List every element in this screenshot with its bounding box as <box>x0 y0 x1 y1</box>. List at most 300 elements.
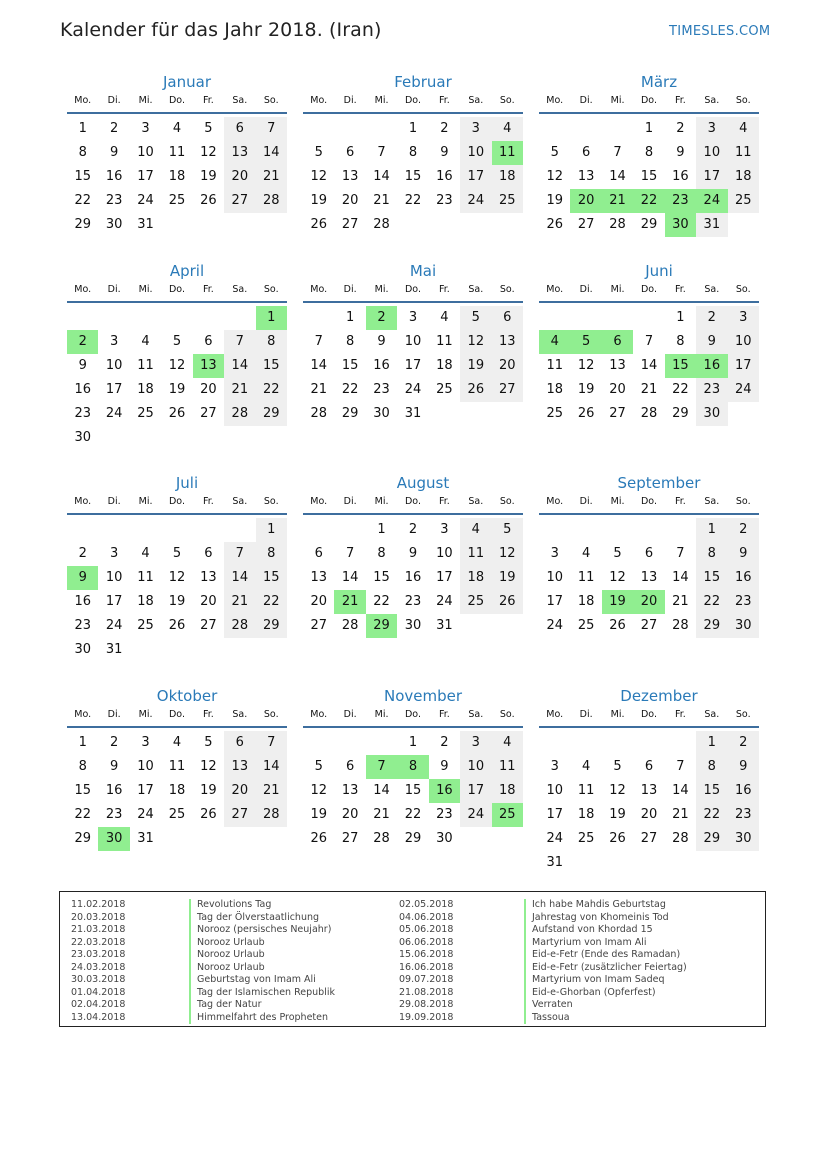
day: 26 <box>609 618 626 633</box>
day: 6 <box>644 546 654 561</box>
holiday-list <box>59 891 766 1027</box>
holiday-day: 30 <box>665 213 696 237</box>
day: 28 <box>609 217 626 232</box>
day: 23 <box>74 406 91 421</box>
month-days <box>67 306 287 450</box>
day: 15 <box>404 169 422 184</box>
day: 31 <box>546 855 563 870</box>
day: 16 <box>373 358 390 373</box>
weekend-day: 4 <box>492 117 523 141</box>
weekday-label: Do. <box>404 284 421 295</box>
empty-cell <box>633 518 664 542</box>
weekend-day: 4 <box>728 117 759 141</box>
empty-cell <box>98 518 129 542</box>
weekday-label: Do. <box>640 709 657 720</box>
weekday-label: Sa. <box>232 496 248 507</box>
weekday-label: Mi. <box>374 284 389 295</box>
week-row <box>67 518 287 542</box>
holiday-day: 16 <box>696 354 727 378</box>
day: 12 <box>546 169 563 184</box>
empty-cell <box>602 117 633 141</box>
holiday-name: Tag der Ölverstaatlichung <box>189 912 335 925</box>
weekend-day: 30 <box>728 827 759 851</box>
day: 30 <box>74 430 91 445</box>
day: 22 <box>341 382 359 397</box>
day: 17 <box>546 807 563 822</box>
week-row <box>67 827 287 851</box>
day: 28 <box>672 831 689 846</box>
day: 11 <box>436 334 453 349</box>
day: 5 <box>613 546 622 561</box>
weekend-day: 17 <box>460 779 491 803</box>
day: 16 <box>672 169 689 184</box>
weekday-label: So. <box>499 95 515 106</box>
weekend-day: 13 <box>492 330 523 354</box>
day: 28 <box>373 831 390 846</box>
weekend-day: 15 <box>696 566 727 590</box>
day: 18 <box>577 807 595 822</box>
weekend-day: 8 <box>696 755 727 779</box>
day: 7 <box>377 145 386 160</box>
month-name: November <box>383 687 463 705</box>
day: 29 <box>640 217 658 232</box>
weekend-day: 2 <box>696 306 727 330</box>
holiday-name: Eid-e-Fetr (Ende des Ramadan) <box>524 949 687 962</box>
weekday-label: Di. <box>343 709 357 720</box>
weekday-label: Do. <box>640 284 657 295</box>
day: 1 <box>408 735 418 750</box>
weekend-day: 11 <box>460 542 491 566</box>
day: 19 <box>310 193 327 208</box>
week-row <box>67 803 287 827</box>
day: 8 <box>78 759 87 774</box>
week-row <box>67 117 287 141</box>
empty-cell <box>696 851 727 875</box>
day: 5 <box>172 546 182 561</box>
weekday-label: Fr. <box>438 496 450 507</box>
day: 3 <box>550 759 559 774</box>
empty-cell <box>397 213 428 237</box>
week-row <box>67 566 287 590</box>
day: 5 <box>204 121 213 136</box>
holiday-day: 2 <box>366 306 397 330</box>
weekend-day: 20 <box>492 354 523 378</box>
empty-cell <box>193 306 224 330</box>
week-row <box>539 518 759 542</box>
day: 19 <box>609 807 626 822</box>
empty-cell <box>602 518 633 542</box>
weekend-day: 8 <box>696 542 727 566</box>
week-row <box>539 731 759 755</box>
month-11 <box>303 686 523 851</box>
holiday-date: 06.06.2018 <box>399 936 454 948</box>
day: 15 <box>74 783 91 798</box>
week-row <box>539 378 759 402</box>
holiday-date: 09.07.2018 <box>399 974 454 986</box>
weekday-label: Di. <box>107 95 121 106</box>
weekend-day: 4 <box>492 731 523 755</box>
day: 14 <box>341 570 359 585</box>
weekend-day: 18 <box>492 779 523 803</box>
day: 17 <box>546 594 563 609</box>
month-1 <box>67 72 287 237</box>
weekend-day: 1 <box>696 731 727 755</box>
weekday-label: Di. <box>107 709 121 720</box>
empty-cell <box>334 518 365 542</box>
week-row <box>539 779 759 803</box>
day: 14 <box>672 783 689 798</box>
day: 22 <box>373 594 390 609</box>
weekday-label: So. <box>735 284 751 295</box>
month-6 <box>539 261 759 426</box>
empty-cell <box>193 518 224 542</box>
day: 20 <box>310 594 327 609</box>
day: 1 <box>644 121 654 136</box>
weekend-day: 18 <box>492 165 523 189</box>
empty-cell <box>193 827 224 851</box>
weekend-day: 28 <box>256 803 287 827</box>
weekday-header <box>303 495 523 515</box>
day: 20 <box>341 193 359 208</box>
day: 27 <box>200 618 217 633</box>
weekday-label: Fr. <box>674 496 686 507</box>
day: 3 <box>109 334 119 349</box>
week-row <box>67 402 287 426</box>
weekend-day: 10 <box>460 141 491 165</box>
weekday-label: Mi. <box>138 496 153 507</box>
day: 7 <box>345 546 355 561</box>
weekday-label: So. <box>263 496 279 507</box>
empty-cell <box>256 426 287 450</box>
day: 15 <box>640 169 658 184</box>
weekday-header <box>303 94 523 114</box>
day: 18 <box>577 594 595 609</box>
day: 3 <box>109 546 119 561</box>
day: 5 <box>314 145 323 160</box>
day: 22 <box>672 382 689 397</box>
month-days <box>303 518 523 638</box>
weekday-label: Do. <box>168 496 185 507</box>
weekend-day: 27 <box>224 803 255 827</box>
weekday-label: Fr. <box>674 709 686 720</box>
empty-cell <box>492 213 523 237</box>
day: 24 <box>436 594 453 609</box>
weekday-label: So. <box>499 496 515 507</box>
day: 31 <box>137 831 154 846</box>
weekday-label: Mo. <box>74 95 92 106</box>
day: 27 <box>640 831 658 846</box>
empty-cell <box>728 213 759 237</box>
day: 28 <box>373 217 390 232</box>
weekday-header <box>67 283 287 303</box>
weekday-label: Sa. <box>232 95 248 106</box>
weekday-label: Do. <box>168 709 185 720</box>
day: 29 <box>74 831 91 846</box>
empty-cell <box>161 638 192 662</box>
weekend-day: 24 <box>460 189 491 213</box>
holiday-day: 6 <box>602 330 633 354</box>
holiday-name: Geburtstag von Imam Ali <box>189 974 335 987</box>
day: 5 <box>550 145 559 160</box>
weekday-label: Fr. <box>438 284 450 295</box>
week-row <box>303 354 523 378</box>
day: 9 <box>109 145 119 160</box>
weekday-label: Fr. <box>674 284 686 295</box>
weekend-day: 25 <box>728 189 759 213</box>
day: 2 <box>440 121 449 136</box>
week-row <box>67 330 287 354</box>
empty-cell <box>303 306 334 330</box>
weekday-header <box>67 495 287 515</box>
weekday-label: Mo. <box>310 709 328 720</box>
day: 3 <box>408 310 418 325</box>
empty-cell <box>460 614 491 638</box>
day: 28 <box>672 618 689 633</box>
week-row <box>303 755 523 779</box>
day: 14 <box>373 783 390 798</box>
weekday-label: Mo. <box>546 95 564 106</box>
day: 23 <box>436 193 453 208</box>
day: 2 <box>676 121 685 136</box>
day: 21 <box>373 807 390 822</box>
day: 11 <box>137 358 154 373</box>
holiday-date: 21.03.2018 <box>71 924 126 936</box>
day: 16 <box>74 594 91 609</box>
week-row <box>539 755 759 779</box>
holiday-day: 21 <box>334 590 365 614</box>
weekend-day: 9 <box>728 755 759 779</box>
holiday-name: Norooz (persisches Neujahr) <box>189 924 335 937</box>
week-row <box>539 354 759 378</box>
day: 31 <box>105 642 123 657</box>
empty-cell <box>303 117 334 141</box>
weekday-label: Fr. <box>202 496 214 507</box>
weekday-label: Mi. <box>374 95 389 106</box>
day: 16 <box>74 382 91 397</box>
weekday-label: Sa. <box>232 709 248 720</box>
weekday-label: Mo. <box>546 496 564 507</box>
empty-cell <box>539 731 570 755</box>
empty-cell <box>602 851 633 875</box>
day: 3 <box>440 522 449 537</box>
weekday-label: So. <box>263 284 279 295</box>
holiday-name: Verraten <box>524 999 687 1012</box>
day: 28 <box>341 618 359 633</box>
day: 29 <box>74 217 91 232</box>
weekday-label: Fr. <box>202 284 214 295</box>
weekend-day: 11 <box>492 755 523 779</box>
weekend-day: 29 <box>696 614 727 638</box>
holiday-date: 04.06.2018 <box>399 911 454 923</box>
weekday-label: Fr. <box>674 95 686 106</box>
weekday-label: Mo. <box>74 496 92 507</box>
weekday-label: Di. <box>107 284 121 295</box>
holiday-day: 2 <box>67 330 98 354</box>
weekend-day: 16 <box>728 779 759 803</box>
empty-cell <box>130 518 161 542</box>
empty-cell <box>492 827 523 851</box>
holiday-date: 02.05.2018 <box>399 899 454 910</box>
day: 21 <box>373 193 390 208</box>
holiday-day: 23 <box>665 189 696 213</box>
month-5 <box>303 261 523 426</box>
holiday-day: 5 <box>570 330 601 354</box>
empty-cell <box>728 851 759 875</box>
weekend-day: 10 <box>696 141 727 165</box>
week-row <box>303 378 523 402</box>
empty-cell <box>665 731 696 755</box>
weekend-day: 15 <box>256 354 287 378</box>
weekday-label: Do. <box>168 284 185 295</box>
week-row <box>67 213 287 237</box>
day: 17 <box>105 382 123 397</box>
empty-cell <box>728 402 759 426</box>
day: 15 <box>74 169 91 184</box>
weekday-label: Mi. <box>374 709 389 720</box>
empty-cell <box>161 213 192 237</box>
holiday-date: 24.03.2018 <box>71 961 126 973</box>
holiday-date: 23.03.2018 <box>71 949 126 961</box>
week-row <box>539 117 759 141</box>
week-row <box>67 378 287 402</box>
holiday-day: 16 <box>429 779 460 803</box>
day: 1 <box>408 121 418 136</box>
weekend-day: 14 <box>256 141 287 165</box>
weekday-label: Di. <box>343 95 357 106</box>
weekday-label: Sa. <box>468 709 484 720</box>
weekend-day: 26 <box>460 378 491 402</box>
day: 17 <box>404 358 422 373</box>
day: 2 <box>109 121 119 136</box>
day: 16 <box>105 783 123 798</box>
day: 20 <box>200 594 217 609</box>
day: 12 <box>200 145 217 160</box>
weekend-day: 17 <box>696 165 727 189</box>
week-row <box>303 779 523 803</box>
holiday-day: 15 <box>665 354 696 378</box>
week-row <box>303 566 523 590</box>
day: 6 <box>204 334 213 349</box>
weekday-label: Mo. <box>546 284 564 295</box>
site-link[interactable]: TIMESLES.COM <box>669 24 771 39</box>
weekday-header <box>539 708 759 728</box>
day: 13 <box>200 570 217 585</box>
day: 18 <box>546 382 563 397</box>
day: 8 <box>78 145 87 160</box>
month-days <box>67 117 287 237</box>
day: 1 <box>78 735 87 750</box>
week-row <box>67 755 287 779</box>
weekend-day: 6 <box>492 306 523 330</box>
empty-cell <box>460 402 491 426</box>
week-row <box>539 402 759 426</box>
day: 22 <box>74 193 91 208</box>
weekend-day: 10 <box>460 755 491 779</box>
empty-cell <box>98 306 129 330</box>
day: 30 <box>74 642 91 657</box>
weekday-header <box>67 94 287 114</box>
weekday-label: Mo. <box>310 284 328 295</box>
day: 12 <box>310 169 327 184</box>
empty-cell <box>224 638 255 662</box>
day: 20 <box>200 382 217 397</box>
week-row <box>67 141 287 165</box>
weekend-day: 16 <box>728 566 759 590</box>
week-row <box>303 402 523 426</box>
week-row <box>303 213 523 237</box>
day: 26 <box>168 406 186 421</box>
holiday-day: 21 <box>602 189 633 213</box>
weekend-day: 10 <box>728 330 759 354</box>
weekday-label: Mi. <box>610 709 625 720</box>
holiday-date: 11.02.2018 <box>71 899 126 910</box>
holiday-day: 9 <box>67 566 98 590</box>
day: 4 <box>581 759 591 774</box>
day: 3 <box>550 546 559 561</box>
day: 15 <box>404 783 422 798</box>
weekday-label: Fr. <box>438 95 450 106</box>
week-row <box>539 614 759 638</box>
weekend-day: 21 <box>256 779 287 803</box>
day: 5 <box>172 334 182 349</box>
empty-cell <box>602 731 633 755</box>
day: 19 <box>310 807 327 822</box>
day: 18 <box>137 382 154 397</box>
holiday-date: 01.04.2018 <box>71 986 126 998</box>
day: 6 <box>314 546 323 561</box>
weekend-day: 27 <box>492 378 523 402</box>
day: 29 <box>341 406 359 421</box>
day: 30 <box>436 831 453 846</box>
empty-cell <box>492 402 523 426</box>
day: 4 <box>581 546 591 561</box>
month-days <box>303 731 523 851</box>
holiday-name: Himmelfahrt des Propheten <box>189 1012 335 1025</box>
week-row <box>67 590 287 614</box>
day: 19 <box>168 382 186 397</box>
weekday-label: Mi. <box>138 284 153 295</box>
day: 9 <box>377 334 386 349</box>
day: 23 <box>105 193 123 208</box>
holiday-names-right <box>524 899 687 1024</box>
weekend-day: 18 <box>728 165 759 189</box>
empty-cell <box>224 518 255 542</box>
holiday-date: 16.06.2018 <box>399 961 454 973</box>
weekend-day: 3 <box>728 306 759 330</box>
month-name: Oktober <box>156 687 218 705</box>
day: 26 <box>546 217 563 232</box>
week-row <box>303 189 523 213</box>
weekend-day: 23 <box>728 590 759 614</box>
holiday-date: 20.03.2018 <box>71 911 126 923</box>
weekend-day: 9 <box>696 330 727 354</box>
day: 21 <box>672 807 689 822</box>
day: 7 <box>676 759 685 774</box>
weekday-label: Do. <box>404 496 421 507</box>
weekend-day: 2 <box>728 731 759 755</box>
weekday-label: Sa. <box>468 284 484 295</box>
day: 6 <box>204 546 213 561</box>
weekend-day: 30 <box>728 614 759 638</box>
day: 31 <box>404 406 422 421</box>
weekend-day: 17 <box>728 354 759 378</box>
day: 27 <box>200 406 217 421</box>
day: 14 <box>609 169 626 184</box>
empty-cell <box>130 638 161 662</box>
weekday-header <box>67 708 287 728</box>
holiday-name: Norooz Urlaub <box>189 962 335 975</box>
day: 30 <box>404 618 422 633</box>
